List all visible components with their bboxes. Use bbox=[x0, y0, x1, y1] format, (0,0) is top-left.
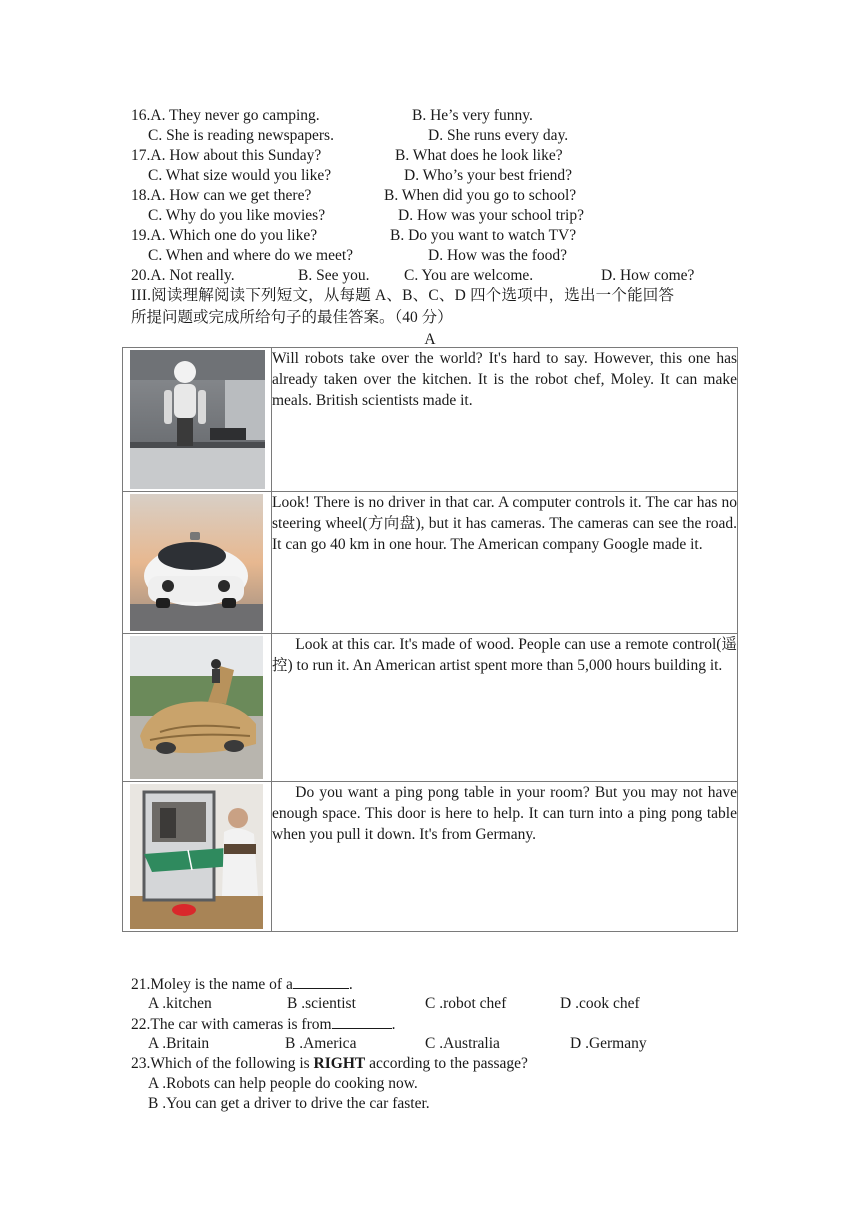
q17-option-c: C. What size would you like? bbox=[148, 167, 332, 184]
q17-option-d: D. Who’s your best friend? bbox=[404, 167, 573, 184]
q23-stem-bold: RIGHT bbox=[313, 1055, 366, 1072]
q20-option-c: C. You are welcome. bbox=[404, 267, 534, 284]
q21-option-b: B .scientist bbox=[287, 995, 356, 1012]
q18-option-b: B. When did you go to school? bbox=[384, 187, 577, 204]
reading-table bbox=[122, 347, 738, 932]
q22-option-a: A .Britain bbox=[148, 1035, 210, 1052]
q21-stem-text: 21.Moley is the name of a bbox=[131, 976, 293, 993]
q16-option-c: C. She is reading newspapers. bbox=[148, 127, 334, 144]
q20-option-b: B. See you. bbox=[298, 267, 370, 284]
q21-option-d: D .cook chef bbox=[560, 995, 640, 1012]
q23-stem-post: according to the passage? bbox=[365, 1055, 528, 1072]
passage-image-cell bbox=[123, 634, 272, 782]
q23-stem-pre: 23.Which of the following is bbox=[131, 1055, 314, 1072]
q16-option-a: 16.A. They never go camping. bbox=[131, 107, 320, 124]
q22-option-b: B .America bbox=[285, 1035, 357, 1052]
q22-option-d: D .Germany bbox=[570, 1035, 647, 1052]
passage-text: Do you want a ping pong table in your room? But you may not have enough space. This door is here to help. It can turn into a ping pong table when you pull it down. It's from Germany. bbox=[272, 782, 738, 932]
section-instruction-line1: III.阅读理解阅读下列短文，从每题 A、B、C、D 四个选项中，选出一个能回答 bbox=[131, 287, 675, 304]
q19-option-d: D. How was the food? bbox=[428, 247, 568, 264]
passage-row bbox=[123, 782, 738, 932]
passage-row bbox=[123, 634, 738, 782]
passage-image-cell bbox=[123, 782, 272, 932]
q17-option-a: 17.A. How about this Sunday? bbox=[131, 147, 322, 164]
q21-stem-end: . bbox=[348, 976, 353, 993]
q21-stem bbox=[131, 974, 353, 995]
q23-option-b: B .You can get a driver to drive the car faster. bbox=[148, 1095, 430, 1112]
passage-text: Look at this car. It's made of wood. People can use a remote control(遥控) to run it. An American artist spent more than 5,000 hours building it. bbox=[272, 634, 738, 782]
answer-blank bbox=[332, 1014, 392, 1029]
q20-option-d: D. How come? bbox=[601, 267, 695, 284]
q17-option-b: B. What does he look like? bbox=[395, 147, 563, 164]
passage-row bbox=[123, 348, 738, 492]
wooden-car-photo bbox=[130, 636, 263, 779]
q18-option-c: C. Why do you like movies? bbox=[148, 207, 326, 224]
q21-option-c: C .robot chef bbox=[425, 995, 507, 1012]
q20-option-a: 20.A. Not really. bbox=[131, 267, 235, 284]
ping-pong-door-photo bbox=[130, 784, 263, 929]
q18-option-d: D. How was your school trip? bbox=[398, 207, 584, 224]
q23-option-a: A .Robots can help people do cooking now. bbox=[148, 1075, 418, 1092]
passage-row bbox=[123, 492, 738, 634]
q19-option-b: B. Do you want to watch TV? bbox=[390, 227, 577, 244]
passage-image-cell bbox=[123, 348, 272, 492]
passage-text: Look! There is no driver in that car. A computer controls it. The car has no steering wheel(方向盘), but it has cameras. The cameras can see the road. It can go 40 km in one hour. The American company Google made it. bbox=[272, 492, 738, 634]
robot-chef-photo bbox=[130, 350, 265, 489]
q22-option-c: C .Australia bbox=[425, 1035, 500, 1052]
q22-stem-end: . bbox=[391, 1016, 396, 1033]
q19-option-a: 19.A. Which one do you like? bbox=[131, 227, 318, 244]
answer-blank bbox=[293, 974, 349, 989]
q21-option-a: A .kitchen bbox=[148, 995, 212, 1012]
q23-stem bbox=[131, 1054, 528, 1074]
passage-text: Will robots take over the world? It's hard to say. However, this one has already taken over the kitchen. It is the robot chef, Moley. It can make meals. British scientists made it. bbox=[272, 348, 738, 492]
q16-option-d: D. She runs every day. bbox=[428, 127, 569, 144]
passage-image-cell bbox=[123, 492, 272, 634]
q18-option-a: 18.A. How can we get there? bbox=[131, 187, 312, 204]
passage-heading: A bbox=[424, 331, 436, 348]
q22-stem bbox=[131, 1014, 395, 1035]
section-instruction-line2: 所提问题或完成所给句子的最佳答案。（40 分） bbox=[131, 309, 453, 326]
q16-option-b: B. He’s very funny. bbox=[412, 107, 533, 124]
driverless-car-photo bbox=[130, 494, 263, 631]
q22-stem-text: 22.The car with cameras is from bbox=[131, 1016, 332, 1033]
q19-option-c: C. When and where do we meet? bbox=[148, 247, 354, 264]
